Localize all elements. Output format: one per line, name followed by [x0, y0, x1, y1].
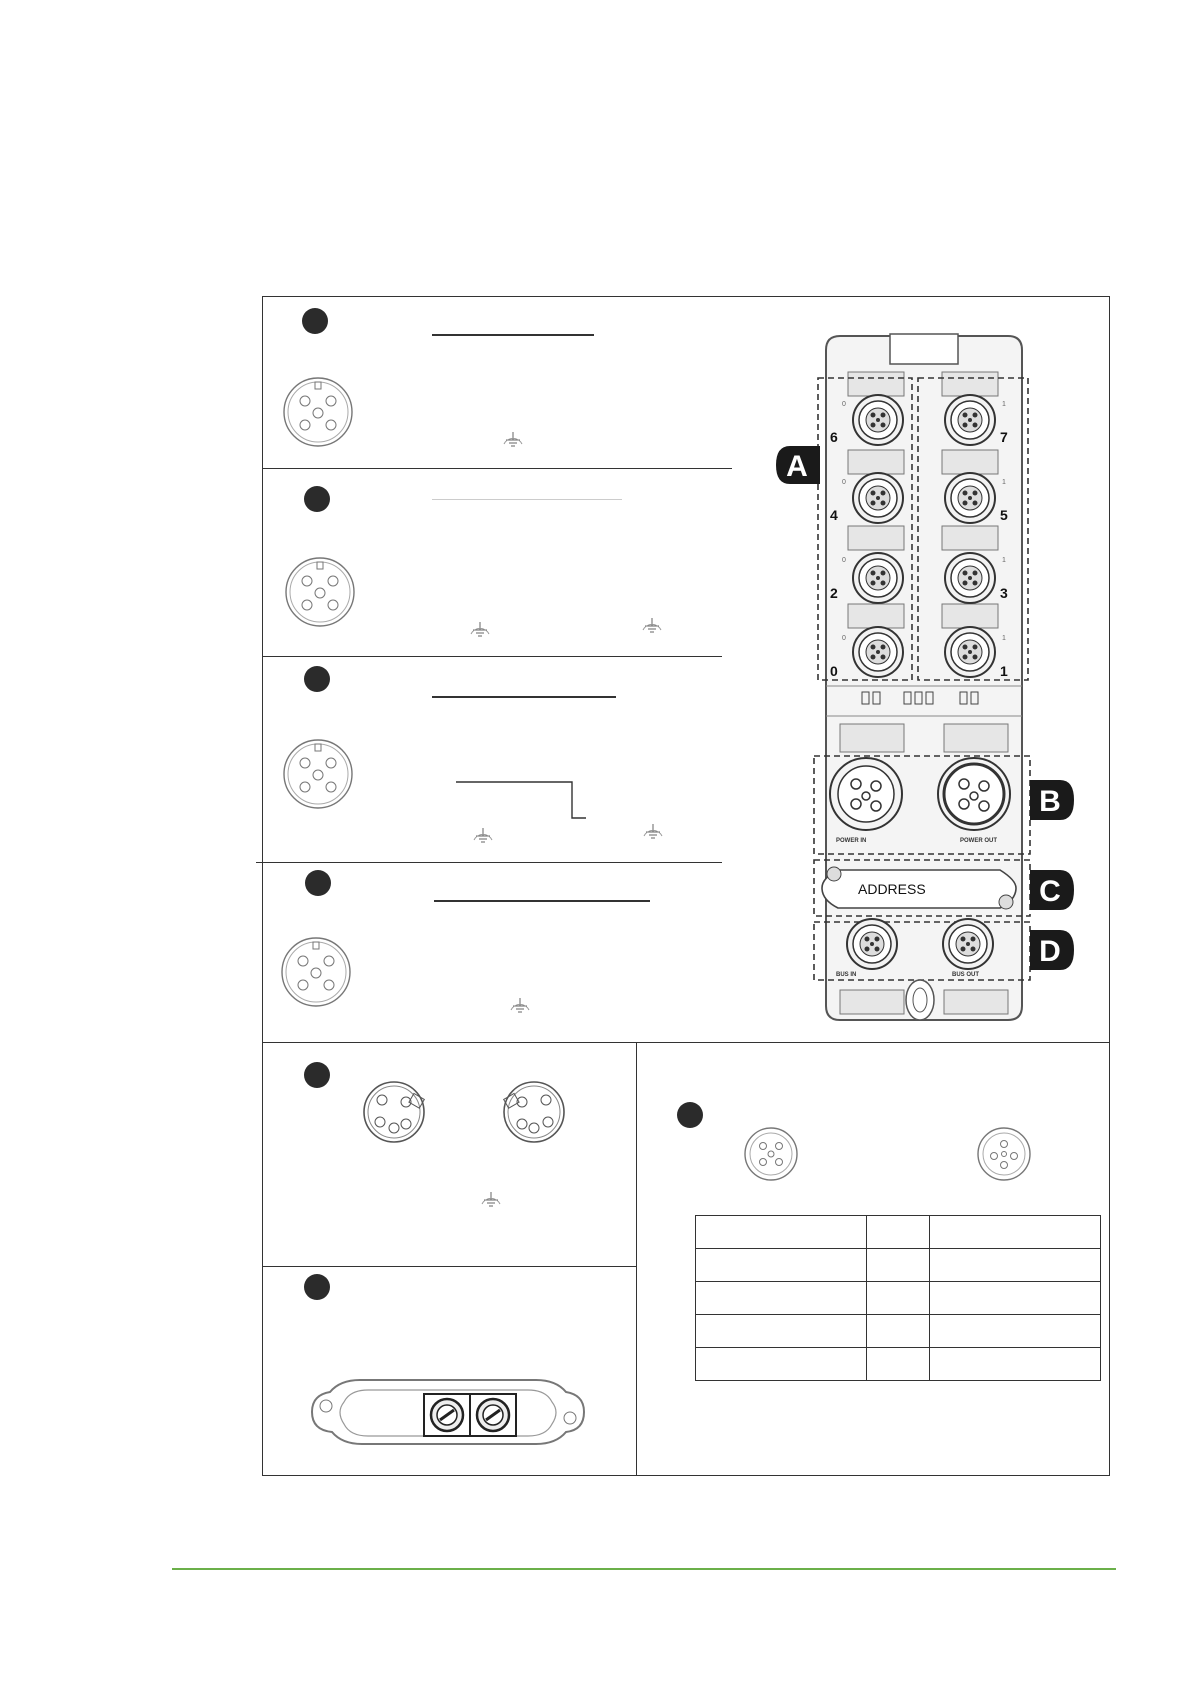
power-in-label: POWER IN	[836, 838, 867, 844]
io-port-icon	[853, 473, 903, 523]
power-in-connector-icon	[364, 1082, 424, 1142]
power-in-port-icon	[830, 758, 902, 830]
ground-icon	[482, 1192, 500, 1206]
svg-text:1: 1	[1002, 401, 1006, 408]
bus-out-port-icon	[943, 919, 993, 969]
wiring-bracket	[456, 782, 586, 818]
pin-assignment-table	[695, 1215, 1101, 1381]
ground-icon	[511, 998, 529, 1012]
ground-icon	[474, 828, 492, 842]
svg-text:1: 1	[1002, 479, 1006, 486]
ground-icon	[504, 432, 522, 446]
connector-face-icon	[282, 938, 350, 1006]
ground-icon	[644, 824, 662, 838]
port-number-label: 6	[830, 429, 838, 445]
bus-in-connector-icon	[745, 1128, 797, 1180]
address-label: ADDRESS	[858, 881, 926, 897]
svg-text:0: 0	[842, 635, 846, 642]
port-number-label: 3	[1000, 585, 1008, 601]
ground-icon	[643, 618, 661, 632]
io-port-icon	[945, 627, 995, 677]
address-switch-cover-icon	[312, 1380, 584, 1444]
io-port-icon	[945, 553, 995, 603]
connector-face-icon	[284, 378, 352, 446]
table-row	[696, 1282, 1101, 1315]
callout-d-label: D	[1039, 935, 1061, 968]
port-number-label: 5	[1000, 507, 1008, 523]
table-row	[696, 1249, 1101, 1282]
power-out-port-icon	[938, 758, 1010, 830]
footer-rule	[172, 1568, 1116, 1570]
bus-in-label: BUS IN	[836, 972, 857, 978]
bus-out-label: BUS OUT	[952, 972, 979, 978]
table-row	[696, 1315, 1101, 1348]
svg-text:1: 1	[1002, 557, 1006, 564]
table-row	[696, 1216, 1101, 1249]
table-row	[696, 1348, 1101, 1381]
connector-face-icon	[286, 558, 354, 626]
bus-in-port-icon	[847, 919, 897, 969]
port-number-label: 7	[1000, 429, 1008, 445]
io-port-icon	[945, 395, 995, 445]
port-number-label: 4	[830, 507, 838, 523]
power-out-connector-icon	[504, 1082, 564, 1142]
port-number-label: 0	[830, 663, 838, 679]
callout-b-label: B	[1039, 785, 1061, 818]
io-port-icon	[853, 553, 903, 603]
svg-text:0: 0	[842, 479, 846, 486]
device-body	[814, 334, 1030, 1020]
bus-out-connector-icon	[978, 1128, 1030, 1180]
power-out-label: POWER OUT	[960, 838, 997, 844]
io-port-icon	[853, 627, 903, 677]
svg-text:1: 1	[1002, 635, 1006, 642]
callout-c-label: C	[1039, 875, 1061, 908]
callout-a-label: A	[786, 450, 808, 483]
connector-face-icon	[284, 740, 352, 808]
svg-text:0: 0	[842, 557, 846, 564]
ground-icon	[471, 622, 489, 636]
io-port-icon	[945, 473, 995, 523]
svg-text:0: 0	[842, 401, 846, 408]
io-port-icon	[853, 395, 903, 445]
port-number-label: 2	[830, 585, 838, 601]
port-number-label: 1	[1000, 663, 1008, 679]
